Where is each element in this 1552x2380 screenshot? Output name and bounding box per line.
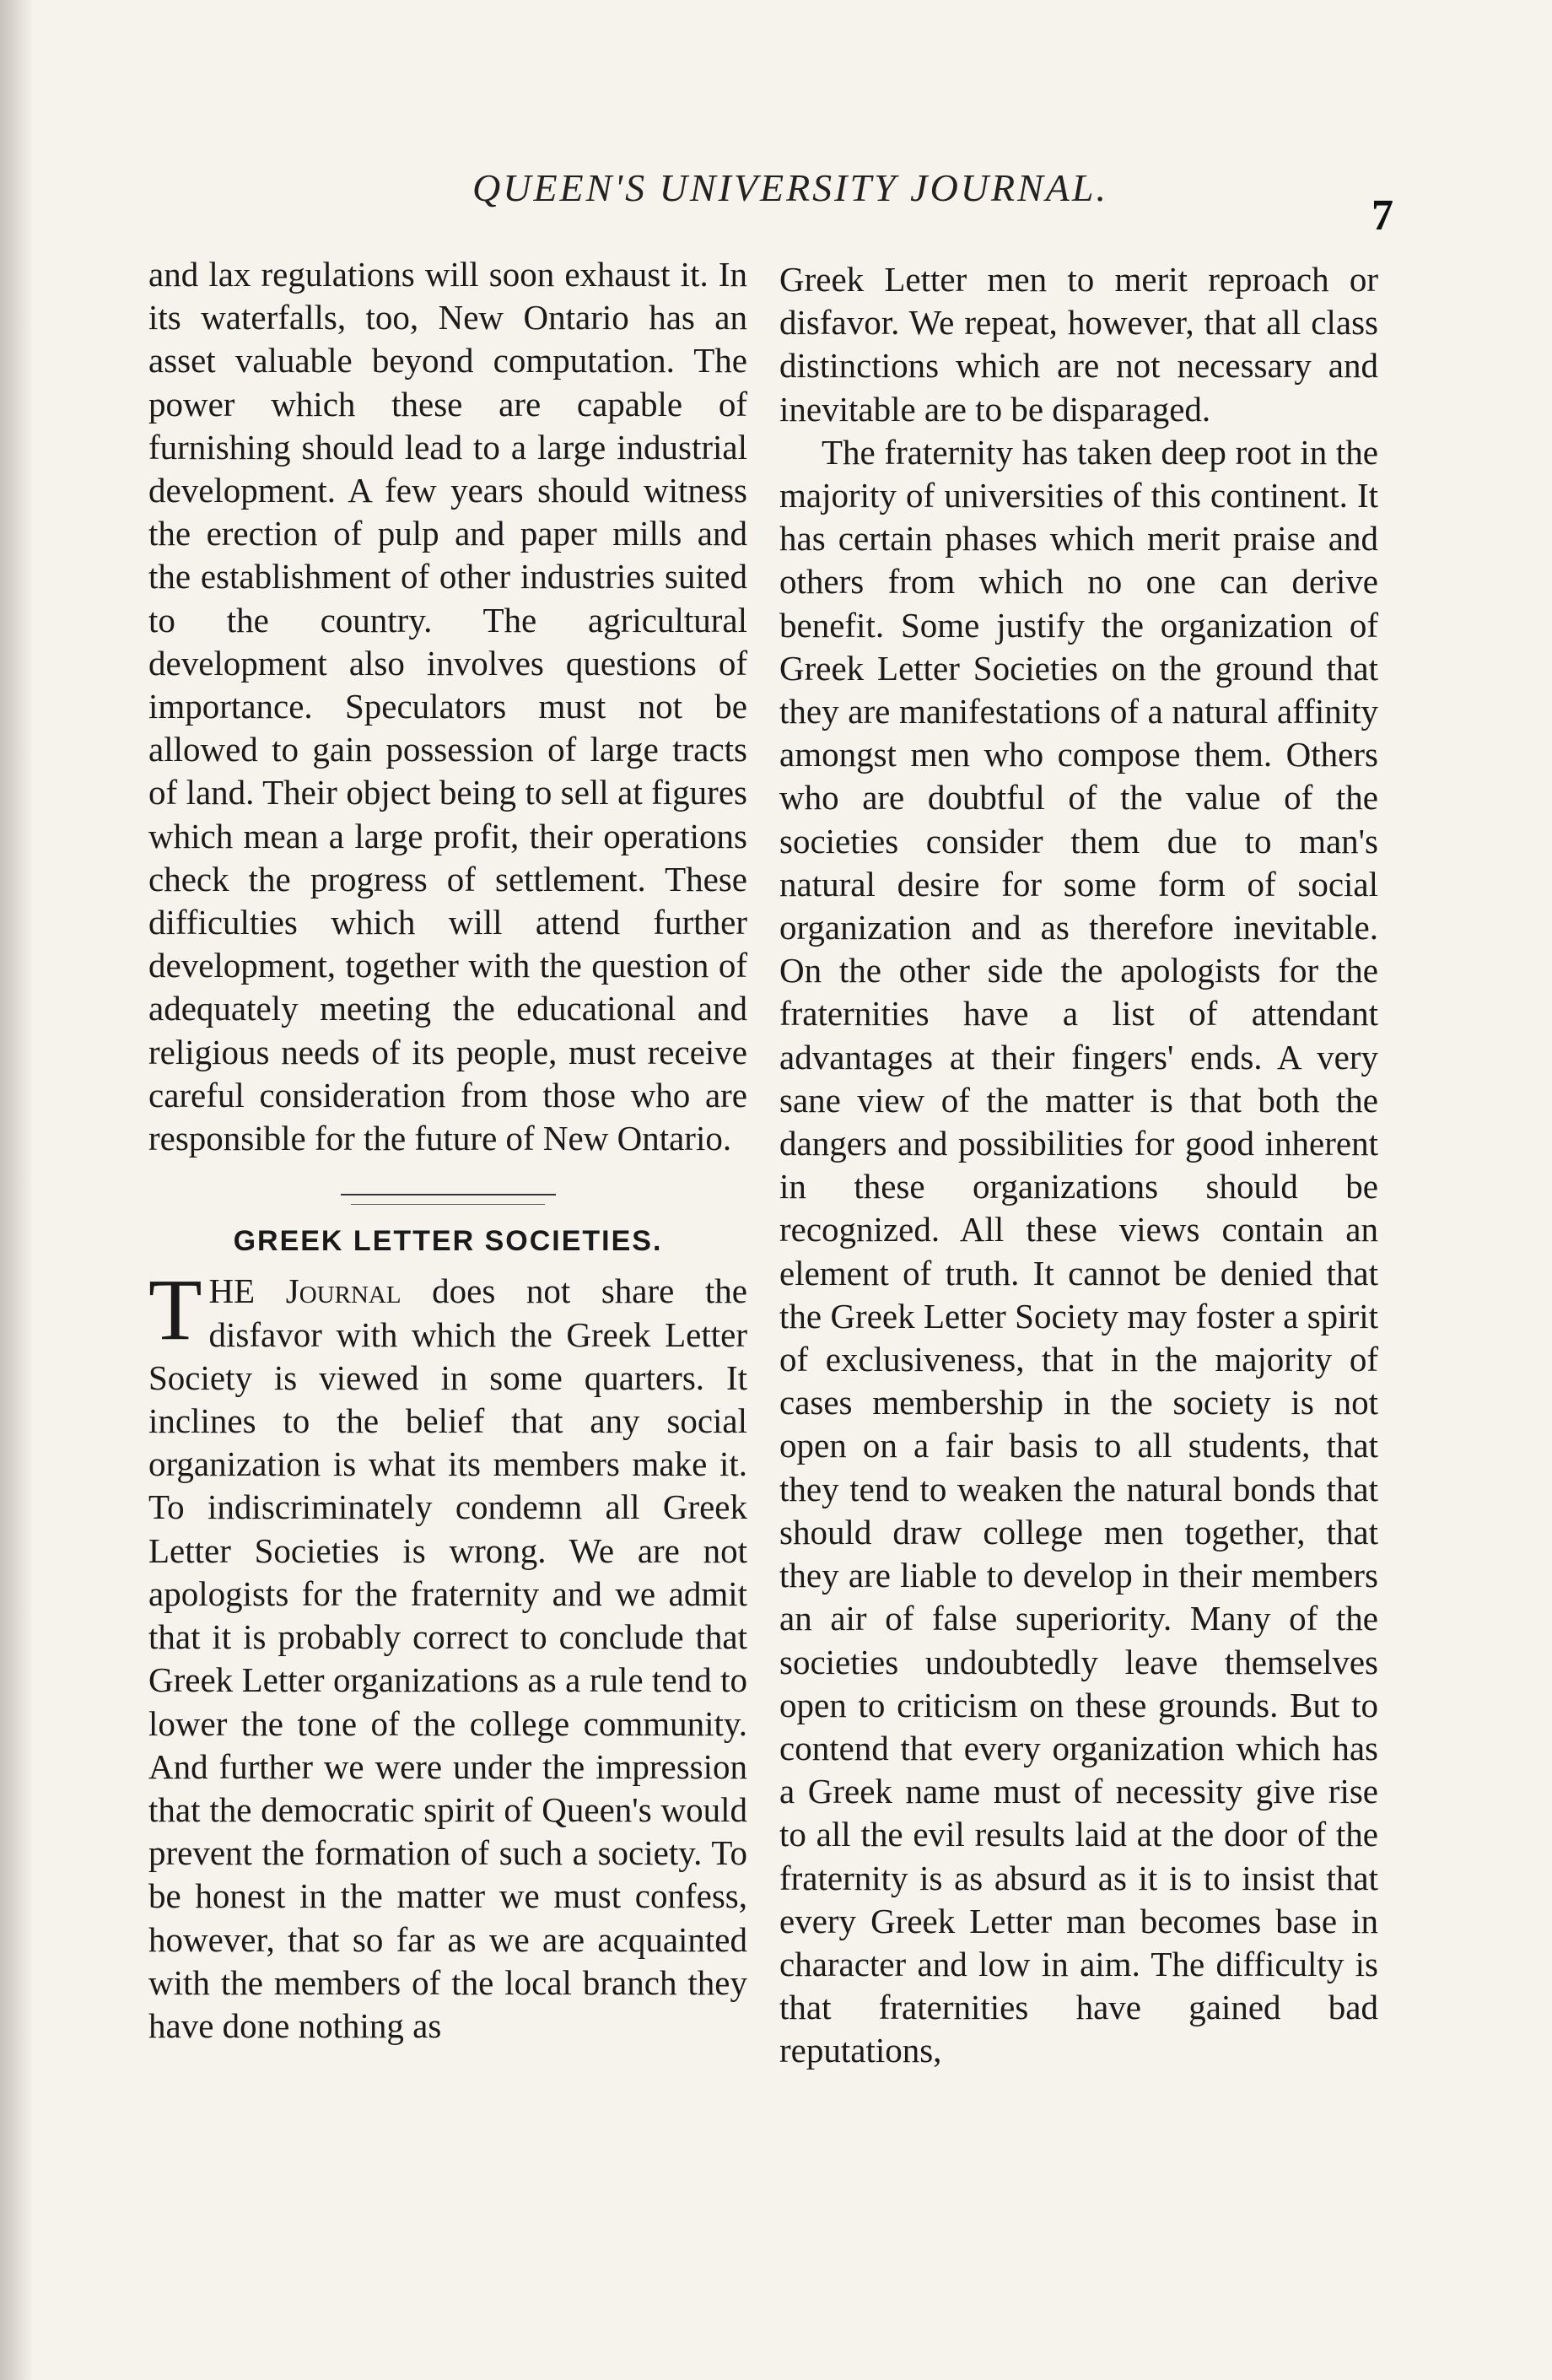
running-title: QUEEN'S UNIVERSITY JOURNAL. <box>472 166 1108 209</box>
right-paragraph-1: Greek Letter men to merit reproach or disfavor. We repeat, however, that all class distinctions which are not necessary and inevitable are to be disparaged. <box>779 260 1378 429</box>
journal-word: Journal <box>285 1271 401 1311</box>
page-edge-shadow <box>0 0 34 2380</box>
section-rule-secondary <box>351 1204 545 1205</box>
lede-rest: does not share the disfavor with which the Greek Letter Society is viewed in some quarters. It inclines to the belief that any social organization is what its members make it. To indiscriminately condemn all Greek Letter Societies is wrong. We are not apologists for the fraternity and we admit that it is probably correct to conclude that Greek Letter organizations as a rule tend to lower the tone of the college community. And further we were under the impression that the democratic spirit of Queen's would prevent the formation of such a society. To be honest in the matter we must confess, however, that so far as we are acquainted with the members of the local branch they have done nothing as <box>148 1271 748 2045</box>
right-paragraph-2: The fraternity has taken deep root in the majority of universities of this continent. It has certain phases which merit praise and others from which no one can derive benefit. Some justify the organization of Greek Letter Societies on the ground that they are manifestations of a natural affinity amongst men who compose them. Others who are doubtful of the value of the societies consider them due to man's natural desire for some form of social organization and as therefore inevitable. On the other side the apologists for the fraternities have a list of attendant advantages at their fingers' ends. A very sane view of the matter is that both the dangers and possibilities for good inherent in these organizations should be recognized. All these views contain an element of truth. It cannot be denied that the Greek Letter Society may foster a spirit of exclusiveness, that in the majority of cases membership in the society is not open on a fair basis to all students, that they tend to weaken the natural bonds that should draw college men together, that they are liable to develop in their members an air of false superiority. Many of the societies undoubtedly leave themselves open to criticism on these grounds. But to contend that every organization which has a Greek name must of necessity give rise to all the evil results laid at the door of the fraternity is as absurd as it is to insist that every Greek Letter man becomes base in character and low in aim. The difficulty is that fraternities have gained bad reputations, <box>779 432 1378 2070</box>
page-number: 7 <box>1371 192 1393 240</box>
right-column <box>779 258 1378 2073</box>
drop-cap: T <box>148 1261 202 1359</box>
section-heading: GREEK LETTER SOCIETIES. <box>233 1225 663 1258</box>
left-column <box>148 253 747 2048</box>
lede-opening: HE <box>208 1271 286 1311</box>
continuation-paragraph: and lax regulations will soon exhaust it. In its waterfalls, too, New Ontario has an asset valuable beyond computation. The power which these are capable of furnishing should lead to a large industrial development. A few years should witness the erection of pulp and paper mills and the establishment of other industries suited to the country. The agricultural development also involves questions of importance. Speculators must not be allowed to gain possession of large tracts of land. Their object being to sell at figures which mean a large profit, their operations check the progress of settlement. These difficulties which will attend further development, together with the question of adequately meeting the educational and religious needs of its people, must receive careful consideration from those who are responsible for the future of New Ontario. <box>148 255 747 1158</box>
section-rule <box>341 1194 556 1195</box>
lede-paragraph <box>148 1261 748 2048</box>
